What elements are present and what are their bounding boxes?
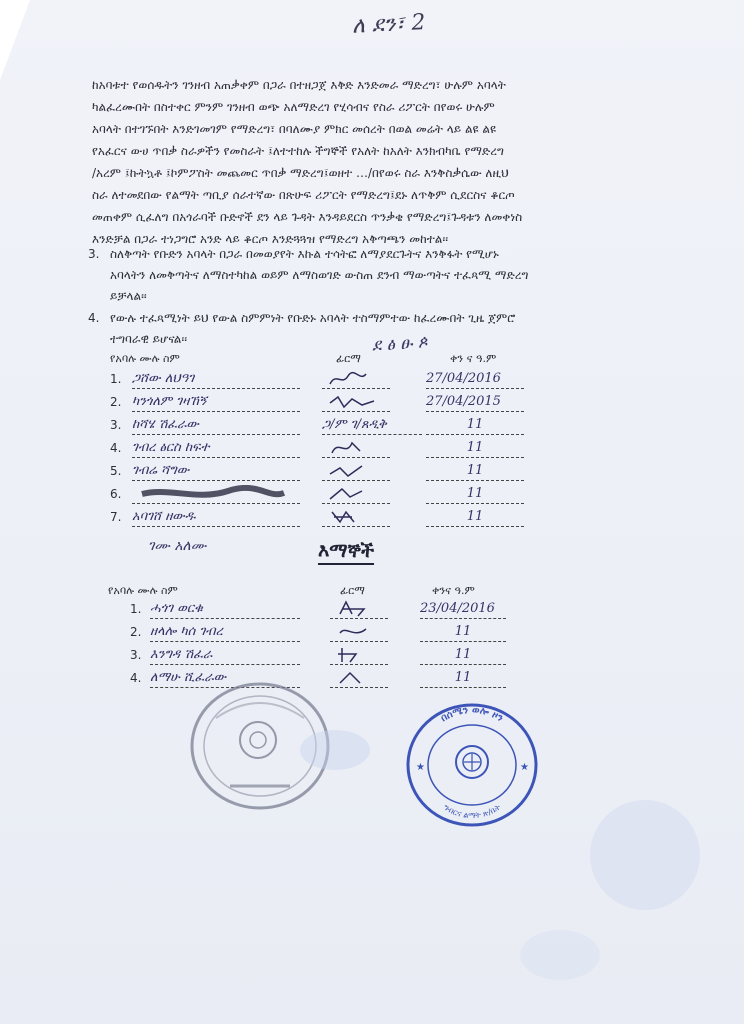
member-date: 27/04/2016 — [426, 370, 524, 389]
clause-number: 3. — [88, 247, 100, 261]
stamp-bottom-text: ግብርና ልማት ጽ/ቤት — [441, 802, 503, 821]
signature-text: ጋ/ም ገ/ጸዲቅ — [322, 416, 422, 435]
row-number: 6. — [110, 487, 122, 501]
contract-paragraph — [92, 74, 672, 250]
clause-line: ተግባራዊ ይሆናል፡፡ — [110, 332, 188, 346]
member-name: ገብሬ ሻግው — [132, 462, 300, 481]
svg-text:★: ★ — [416, 762, 425, 773]
page-number: ለ ደን፣ 2 — [351, 10, 427, 39]
witness-date: 11 — [420, 646, 506, 665]
witnesses-signature-header: ፊርማ — [340, 584, 365, 597]
witness-date: 11 — [420, 669, 506, 688]
signature-mark — [330, 669, 388, 688]
member-date: 11 — [426, 462, 524, 481]
witnesses-title: እማኞች — [318, 540, 374, 565]
members-signature-header: ፊርማ — [336, 352, 361, 365]
table-row — [110, 462, 530, 482]
table-row — [130, 623, 520, 643]
table-row — [130, 646, 520, 666]
signature-mark — [322, 370, 390, 389]
table-row — [110, 508, 530, 528]
signature-mark — [330, 623, 388, 642]
members-date-header: ቀን ና ዓ.ም — [450, 352, 497, 365]
member-name: ከሻሄ ሽፈራው — [132, 416, 300, 435]
ink-stain — [590, 800, 700, 910]
row-number: 2. — [130, 625, 142, 639]
member-date: 11 — [426, 416, 524, 435]
row-number: 7. — [110, 510, 122, 524]
row-number: 1. — [130, 602, 142, 616]
paragraph-line: /አረም ፤ኩትኳቶ ፤ኮምፖስት መጨመር ጥበቃ ማድረግ፤ወዘተ …/በየወሩ ስራ እንቅስቃሴው ለዚህ — [92, 166, 509, 180]
clause-3 — [88, 244, 688, 310]
witnesses-name-header: የአባሉ ሙሉ ስም — [108, 584, 178, 597]
signature-mark — [322, 439, 390, 458]
member-date: 11 — [426, 508, 524, 527]
paragraph-line: አባላት በተገኙበት እንድገመገም የማድረግ፣ በባለሙያ ምክር መሰረት በወል መሬት ላይ ልዩ ልዩ — [92, 122, 496, 136]
member-date: 27/04/2015 — [426, 393, 524, 412]
member-date: 11 — [426, 439, 524, 458]
signature-mark — [330, 646, 388, 665]
clause-line: ስለቅጣት የቡድን አባላት በጋራ በመወያየት እኩል ተሳትፎ ለማያደርጉትና እንቅፋት የሚሆኑ — [110, 247, 499, 261]
witness-name: ዘላሎ ካሰ ገብረ — [150, 623, 300, 642]
table-row — [110, 416, 530, 436]
clause-number: 4. — [88, 311, 100, 325]
paragraph-line: ስራ ለተመደበው የልማት ጣቢያ ሰራተኛው በጽሁፍ ሪፖርት የማድረግ፤ደኑ ለጥቅም ሲደርስና ቆርጦ — [92, 188, 515, 202]
member-name: ጋሸው ለህዓገ — [132, 370, 300, 389]
member-name: ገብረ ፅርስ ከፍተ — [132, 439, 300, 458]
members-name-header: የአባሉ ሙሉ ስም — [110, 352, 180, 365]
row-number: 2. — [110, 395, 122, 409]
paragraph-line: የአፈርና ውሀ ጥበቃ ስራዎችን የመስራት ፤ለተተከሉ ችግኞች የአለት ከአለት እንክብካቤ የማድረግ — [92, 144, 504, 158]
row-number: 5. — [110, 464, 122, 478]
table-row — [130, 600, 520, 620]
member-name: አባገሸ ዘውዱ — [132, 508, 300, 527]
signature-mark — [322, 508, 390, 527]
witnesses-date-header: ቀንና ዓ.ም — [432, 584, 475, 597]
witness-date: 11 — [420, 623, 506, 642]
paragraph-line: እንድቻል በጋራ ተነጋግሮ አንድ ላይ ቆርጦ እንድጓጓዝ የማድረግ አቅጣጫን መከተል፡፡ — [92, 232, 449, 246]
table-row — [110, 393, 530, 413]
member-name: ካንጎለም ገዛኸኝ — [132, 393, 300, 412]
paragraph-line: ከአባቱተ የወሰዱትን ገንዘብ አጠቃቀም በጋራ በተዘጋጀ እቅድ እንድመራ ማድረግ፣ ሁሉም አባላት — [92, 78, 506, 92]
row-number: 4. — [130, 671, 142, 685]
signature-mark — [322, 393, 390, 412]
table-row — [110, 370, 530, 390]
witness-name: ለማሁ ሺፈራው — [150, 669, 300, 688]
row-number: 3. — [130, 648, 142, 662]
witness-date: 23/04/2016 — [420, 600, 506, 619]
row-number: 1. — [110, 372, 122, 386]
official-seal-stamp — [402, 700, 542, 830]
ink-stain — [520, 930, 600, 980]
signature-mark — [322, 462, 390, 481]
witness-name: ሓጎገ ወርቁ — [150, 600, 300, 619]
witness-name: እንግዳ ሽፈራ — [150, 646, 300, 665]
crossed-out-name — [132, 485, 300, 504]
table-row — [110, 485, 530, 505]
paragraph-line: መጠቀም ሲፈለግ በአጎራባች ቡድኖች ደን ላይ ጉዳት እንዳይደርስ ጥንቃቄ የማድረግ፤ጉዳቱን ለመቀነስ — [92, 210, 523, 224]
header-annotation: ደ ፅ ፁ ጶ — [371, 332, 429, 356]
extra-member-name: ገሙ አለሙ — [148, 538, 207, 554]
svg-text:★: ★ — [520, 762, 529, 773]
table-row — [110, 439, 530, 459]
row-number: 4. — [110, 441, 122, 455]
clause-line: ይቻላል፡፡ — [110, 289, 147, 303]
paragraph-line: ካልፈረሙበት በስተቀር ምንም ገንዘብ ወጭ አለማድረገ የሂሳብና የስራ ሪፖርት በየወሩ ሁሉም — [92, 100, 495, 114]
member-date: 11 — [426, 485, 524, 504]
row-number: 3. — [110, 418, 122, 432]
stamp-ring-text: በሰሜን ወሎ ዞን — [439, 704, 506, 725]
ink-stain — [300, 730, 370, 770]
signature-mark — [322, 485, 390, 504]
signature-mark — [330, 600, 388, 619]
clause-line: አባላትን ለመቅጣትና ለማስተካከል ወይም ለማስወገድ ውስጠ ደንብ ማውጣትና ተፈጻሚ ማድረግ — [110, 268, 529, 282]
clause-line: የውሉ ተፈጻሚነት ይህ የውል ስምምነት የቡድኑ አባላት ተስማምተው ከፈረሙበት ጊዜ ጀምሮ — [110, 311, 516, 325]
folded-corner — [0, 0, 30, 80]
